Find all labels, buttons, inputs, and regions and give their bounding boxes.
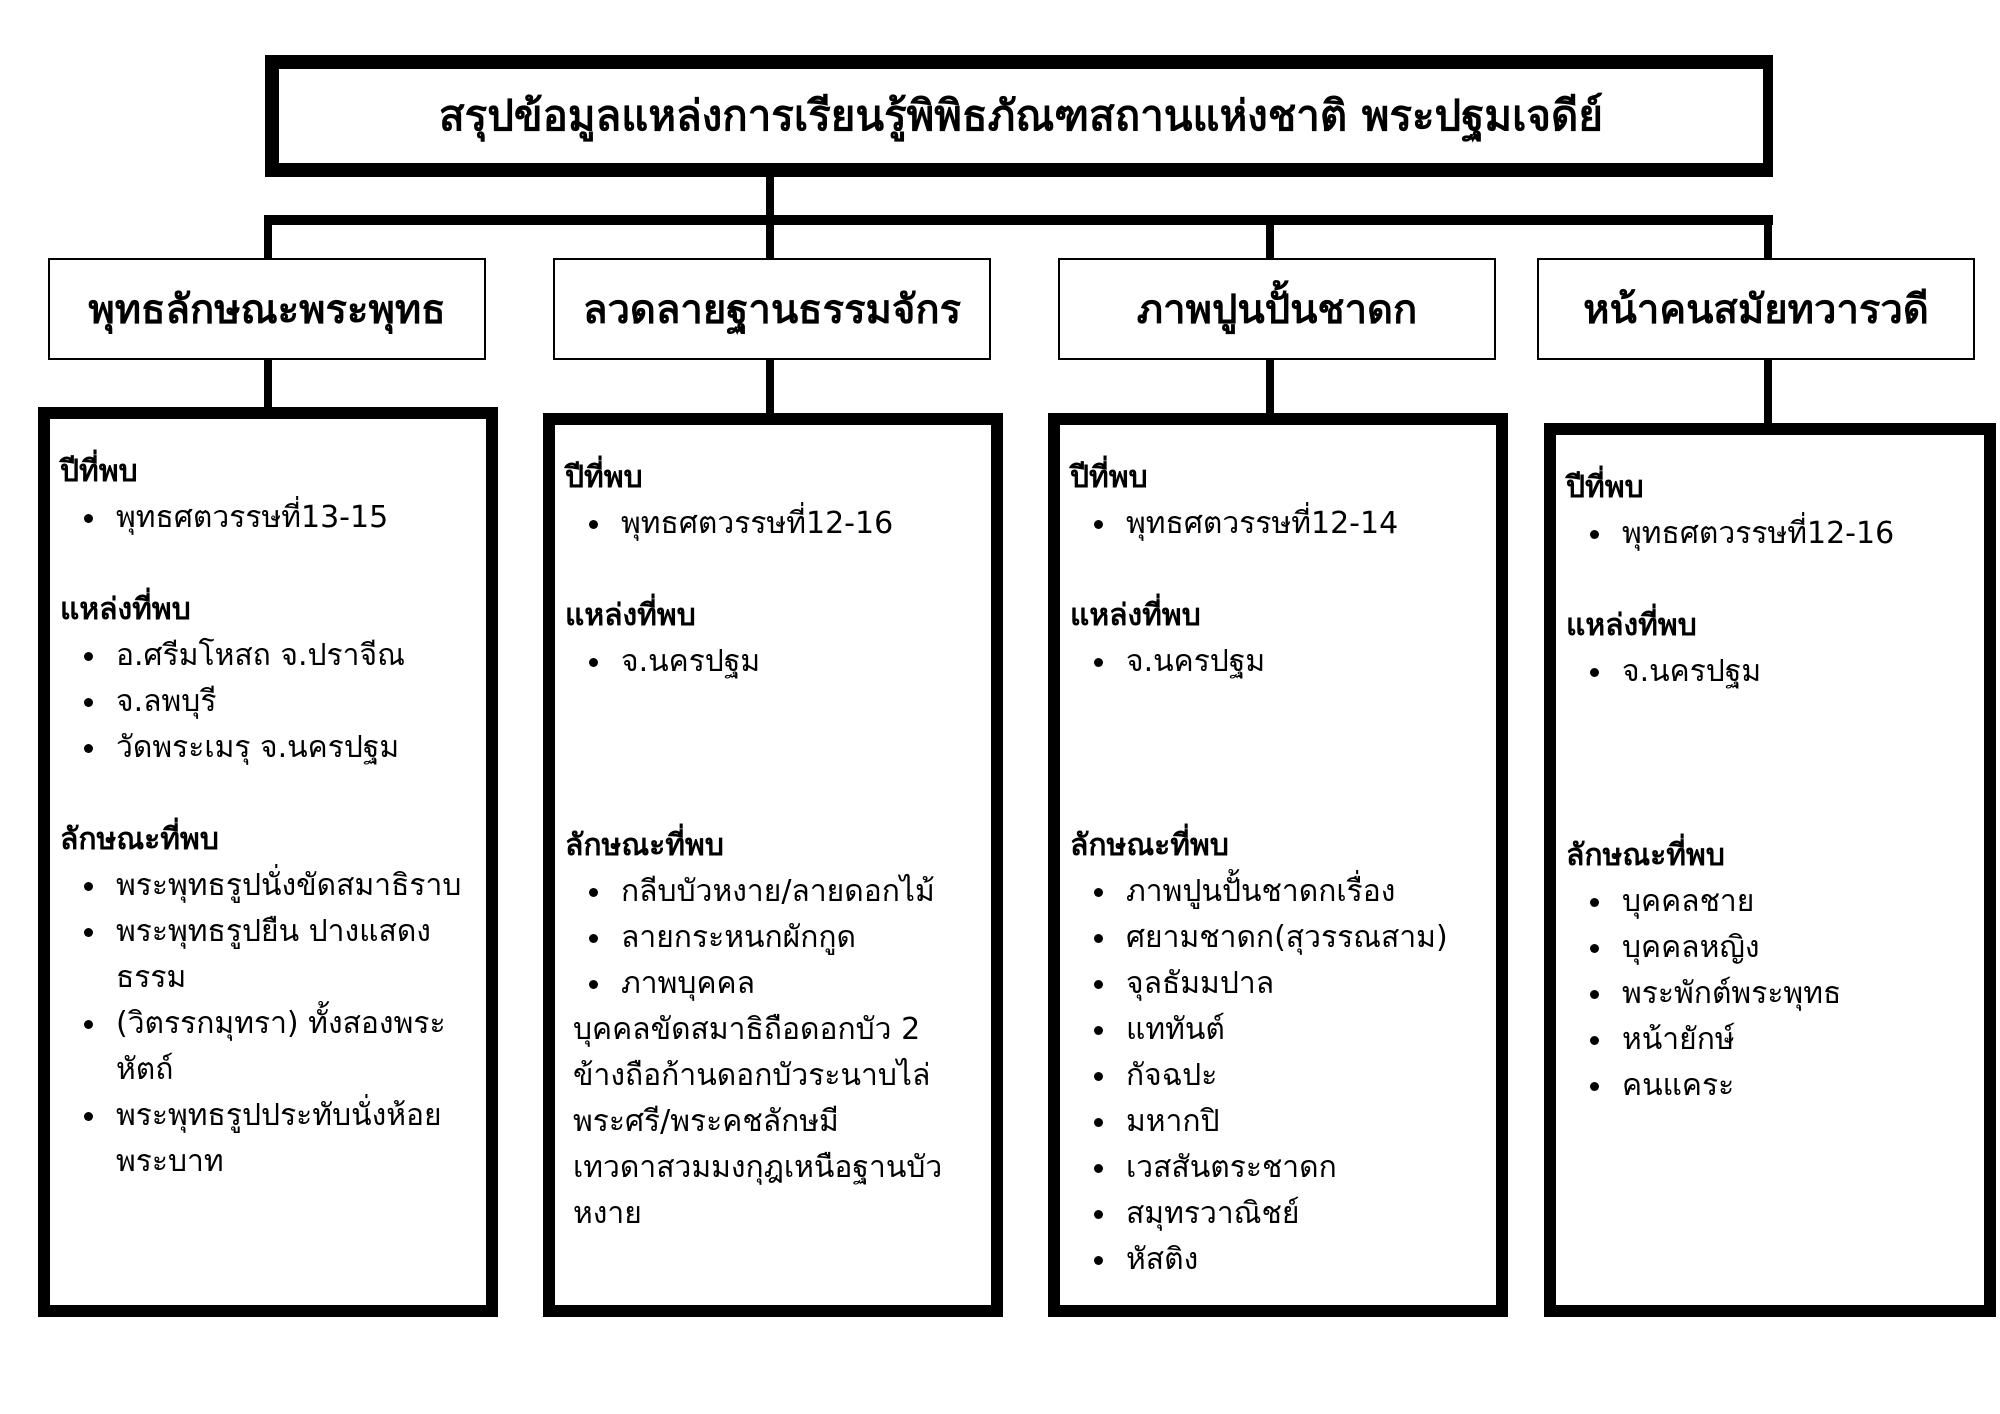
list-item: จ.นครปฐม xyxy=(565,639,983,685)
feature-description: บุคคลขัดสมาธิถือดอกบัว 2 ข้างถือก้านดอกบัวระนาบไล่ พระศรี/พระคชลักษมี เทวดาสวมมงกุฎเหนือฐานบัว หงาย xyxy=(573,1012,943,1231)
bullet-icon xyxy=(84,514,93,523)
year-list xyxy=(1070,501,1488,547)
list-item: สมุทรวาณิชย์ xyxy=(1070,1191,1488,1237)
list-item: ลายกระหนกผักกูด xyxy=(565,915,983,961)
list-item: จ.นครปฐม xyxy=(1070,639,1488,685)
list-item: หน้ายักษ์ xyxy=(1566,1017,1976,1063)
bullet-icon xyxy=(1094,1256,1103,1265)
bullet-icon xyxy=(1094,980,1103,989)
place-list xyxy=(1566,649,1976,695)
card-connector-3 xyxy=(1266,359,1274,415)
bullet-icon xyxy=(1094,1210,1103,1219)
list-item: พระพักต์พระพุทธ xyxy=(1566,971,1976,1017)
year-heading: ปีที่พบ xyxy=(565,460,643,495)
category-title: ลวดลายฐานธรรมจักร xyxy=(582,287,962,333)
list-item: จ.ลพบุรี xyxy=(60,679,478,725)
list-item: มหากปิ xyxy=(1070,1099,1488,1145)
list-item: พุทธศตวรรษที่12-16 xyxy=(1566,511,1976,557)
category-title: หน้าคนสมัยทวารวดี xyxy=(1583,287,1929,333)
drop-line-4 xyxy=(1764,215,1772,259)
year-list xyxy=(60,495,478,541)
list-item: แททันต์ xyxy=(1070,1007,1488,1053)
list-item: หัสติง xyxy=(1070,1237,1488,1283)
year-list xyxy=(565,501,983,547)
feature-heading: ลักษณะที่พบ xyxy=(60,822,219,857)
list-item: ภาพปูนปั้นชาดกเรื่อง xyxy=(1070,869,1488,915)
bullet-icon xyxy=(589,934,598,943)
bullet-icon xyxy=(84,652,93,661)
bullet-icon xyxy=(1094,934,1103,943)
list-item: บุคคลหญิง xyxy=(1566,925,1976,971)
bullet-icon xyxy=(589,980,598,989)
bullet-icon xyxy=(1590,898,1599,907)
bullet-icon xyxy=(1590,990,1599,999)
list-item: บุคคลชาย xyxy=(1566,879,1976,925)
feature-list xyxy=(60,863,478,1185)
category-box-4 xyxy=(1537,258,1975,360)
title-box xyxy=(265,55,1773,177)
year-heading: ปีที่พบ xyxy=(1566,470,1644,505)
info-card-1 xyxy=(38,407,498,1317)
place-heading: แหล่งที่พบ xyxy=(1070,598,1201,633)
horizontal-connector xyxy=(265,215,1773,225)
category-title: พุทธลักษณะพระพุทธ xyxy=(88,287,446,333)
info-card-4 xyxy=(1544,423,1996,1317)
category-box-3 xyxy=(1058,258,1496,360)
info-card-3 xyxy=(1048,413,1508,1317)
category-title: ภาพปูนปั้นชาดก xyxy=(1136,287,1418,333)
year-list xyxy=(1566,511,1976,557)
bullet-icon xyxy=(1590,530,1599,539)
feature-list xyxy=(1566,879,1976,1109)
bullet-icon xyxy=(1094,1072,1103,1081)
feature-heading: ลักษณะที่พบ xyxy=(565,828,724,863)
feature-list xyxy=(565,869,983,1007)
list-item: จุลธัมมปาล xyxy=(1070,961,1488,1007)
feature-heading: ลักษณะที่พบ xyxy=(1070,828,1229,863)
bullet-icon xyxy=(84,1020,93,1029)
list-item: พุทธศตวรรษที่13-15 xyxy=(60,495,478,541)
diagram-title: สรุปข้อมูลแหล่งการเรียนรู้พิพิธภัณฑสถานแห่งชาติ พระปฐมเจดีย์ xyxy=(439,91,1603,140)
bullet-icon xyxy=(1590,1082,1599,1091)
list-item: พุทธศตวรรษที่12-14 xyxy=(1070,501,1488,547)
place-heading: แหล่งที่พบ xyxy=(60,592,191,627)
bullet-icon xyxy=(84,698,93,707)
list-item: อ.ศรีมโหสถ จ.ปราจีณ xyxy=(60,633,478,679)
bullet-icon xyxy=(589,658,598,667)
info-card-2 xyxy=(543,413,1003,1317)
bullet-icon xyxy=(1094,658,1103,667)
list-item: พระพุทธรูปยืน ปางแสดงธรรม xyxy=(60,909,478,1001)
place-list xyxy=(60,633,478,771)
place-heading: แหล่งที่พบ xyxy=(565,598,696,633)
bullet-icon xyxy=(84,882,93,891)
year-heading: ปีที่พบ xyxy=(60,454,138,489)
list-item: (วิตรรกมุทรา) ทั้งสองพระหัตถ์ xyxy=(60,1001,478,1093)
title-connector xyxy=(766,177,774,217)
list-item: ศยามชาดก(สุวรรณสาม) xyxy=(1070,915,1488,961)
card-connector-2 xyxy=(766,359,774,415)
bullet-icon xyxy=(84,928,93,937)
list-item: วัดพระเมรุ จ.นครปฐม xyxy=(60,725,478,771)
feature-list xyxy=(1070,869,1488,1283)
bullet-icon xyxy=(1590,944,1599,953)
bullet-icon xyxy=(84,1112,93,1121)
bullet-icon xyxy=(84,744,93,753)
place-list xyxy=(1070,639,1488,685)
list-item: กัจฉปะ xyxy=(1070,1053,1488,1099)
category-box-1 xyxy=(48,258,486,360)
list-item: พระพุทธรูปประทับนั่งห้อยพระบาท xyxy=(60,1093,478,1185)
card-connector-4 xyxy=(1764,359,1772,425)
card-connector-1 xyxy=(264,359,272,409)
list-item: ภาพบุคคล xyxy=(565,961,983,1007)
bullet-icon xyxy=(1094,1164,1103,1173)
bullet-icon xyxy=(1094,1118,1103,1127)
bullet-icon xyxy=(589,520,598,529)
drop-line-1 xyxy=(264,215,272,259)
place-heading: แหล่งที่พบ xyxy=(1566,608,1697,643)
feature-heading: ลักษณะที่พบ xyxy=(1566,838,1725,873)
list-item: กลีบบัวหงาย/ลายดอกไม้ xyxy=(565,869,983,915)
list-item: คนแคระ xyxy=(1566,1063,1976,1109)
bullet-icon xyxy=(1094,1026,1103,1035)
place-list xyxy=(565,639,983,685)
bullet-icon xyxy=(1094,888,1103,897)
list-item: จ.นครปฐม xyxy=(1566,649,1976,695)
drop-line-2 xyxy=(766,215,774,259)
list-item: พุทธศตวรรษที่12-16 xyxy=(565,501,983,547)
drop-line-3 xyxy=(1266,215,1274,259)
bullet-icon xyxy=(589,888,598,897)
bullet-icon xyxy=(1094,520,1103,529)
list-item: พระพุทธรูปนั่งขัดสมาธิราบ xyxy=(60,863,478,909)
year-heading: ปีที่พบ xyxy=(1070,460,1148,495)
category-box-2 xyxy=(553,258,991,360)
bullet-icon xyxy=(1590,668,1599,677)
bullet-icon xyxy=(1590,1036,1599,1045)
list-item: เวสสันตระชาดก xyxy=(1070,1145,1488,1191)
